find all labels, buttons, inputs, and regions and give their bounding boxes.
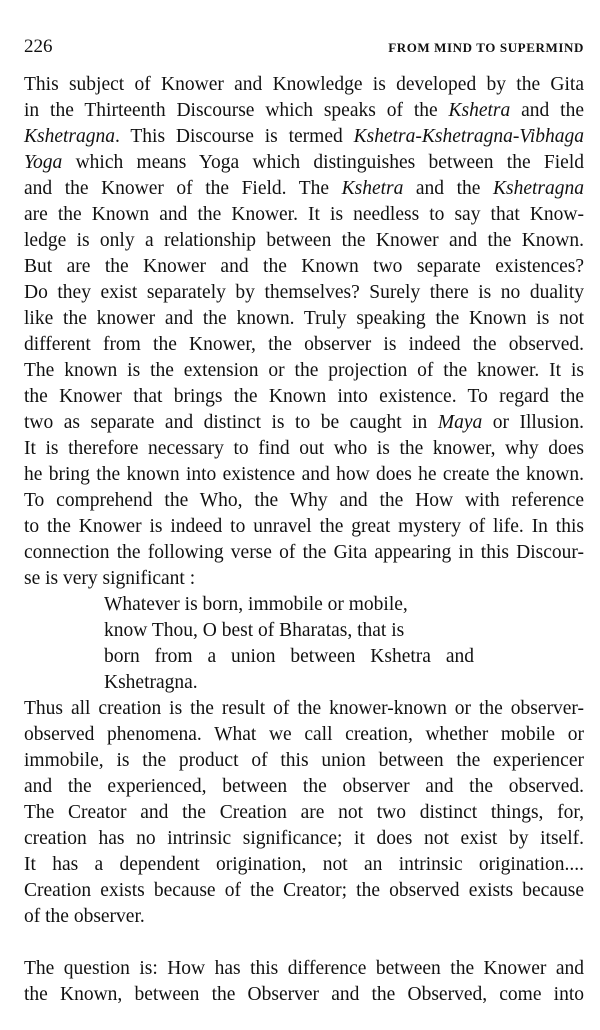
body-text bbox=[24, 72, 584, 1008]
text-line: he bring the known into existence and how does he create the known. bbox=[24, 464, 584, 485]
text-line: This subject of Knower and Knowledge is developed by the Gita bbox=[24, 74, 584, 95]
verse-line: Whatever is born, immobile or mobile, bbox=[104, 594, 408, 615]
verse-line: Kshetragna. bbox=[104, 672, 198, 693]
paragraph-knower-and-knowledge bbox=[24, 72, 584, 592]
verse-line: born from a union between Kshetra and bbox=[104, 646, 474, 667]
paragraph-spacer bbox=[24, 930, 584, 956]
text-line: and the experienced, between the observer and the observed. bbox=[24, 776, 584, 797]
text-line: connection the following verse of the Gita appearing in this Discour- bbox=[24, 542, 584, 563]
page-number: 226 bbox=[24, 36, 53, 57]
text-line: and the Knower of the Field. The Kshetra and the Kshetragna bbox=[24, 178, 584, 199]
paragraph-question bbox=[24, 956, 584, 1008]
text-line: To comprehend the Who, the Why and the How with reference bbox=[24, 490, 584, 511]
text-line: But are the Knower and the Known two separate existences? bbox=[24, 256, 584, 277]
text-line: The known is the extension or the projection of the knower. It is bbox=[24, 360, 584, 381]
text-line: ledge is only a relationship between the Knower and the Known. bbox=[24, 230, 584, 251]
text-line: Yoga which means Yoga which distinguishes between the Field bbox=[24, 152, 584, 173]
text-line: It is therefore necessary to find out who is the knower, why does bbox=[24, 438, 584, 459]
text-line: immobile, is the product of this union between the experiencer bbox=[24, 750, 584, 771]
text-line: in the Thirteenth Discourse which speaks of the Kshetra and the bbox=[24, 100, 584, 121]
running-head: FROM MIND TO SUPERMIND bbox=[388, 40, 584, 55]
text-line: Do they exist separately by themselves? Surely there is no duality bbox=[24, 282, 584, 303]
text-line: It has a dependent origination, not an intrinsic origination.... bbox=[24, 854, 584, 875]
text-line: The Creator and the Creation are not two distinct things, for, bbox=[24, 802, 584, 823]
text-line: two as separate and distinct is to be caught in Maya or Illusion. bbox=[24, 412, 584, 433]
gita-verse-quote bbox=[24, 592, 584, 696]
text-line: to the Knower is indeed to unravel the great mystery of life. In this bbox=[24, 516, 584, 537]
text-line: like the knower and the known. Truly speaking the Known is not bbox=[24, 308, 584, 329]
text-line: the Known, between the Observer and the Observed, come into bbox=[24, 984, 584, 1005]
text-line: Kshetragna. This Discourse is termed Kshetra-Kshetragna-Vibhaga bbox=[24, 126, 584, 147]
text-line: observed phenomena. What we call creation, whether mobile or bbox=[24, 724, 584, 745]
text-line: of the observer. bbox=[24, 906, 145, 927]
text-line: the Knower that brings the Known into existence. To regard the bbox=[24, 386, 584, 407]
text-line: se is very significant : bbox=[24, 568, 196, 589]
text-line: The question is: How has this difference between the Knower and bbox=[24, 958, 584, 979]
text-line: creation has no intrinsic significance; it does not exist by itself. bbox=[24, 828, 584, 849]
text-line: are the Known and the Knower. It is needless to say that Know- bbox=[24, 204, 584, 225]
page-header bbox=[24, 34, 584, 60]
verse-line: know Thou, O best of Bharatas, that is bbox=[104, 620, 405, 641]
text-line: different from the Knower, the observer is indeed the observed. bbox=[24, 334, 584, 355]
paragraph-creation bbox=[24, 696, 584, 930]
text-line: Thus all creation is the result of the knower-known or the observer- bbox=[24, 698, 584, 719]
text-line: Creation exists because of the Creator; the observed exists because bbox=[24, 880, 584, 901]
